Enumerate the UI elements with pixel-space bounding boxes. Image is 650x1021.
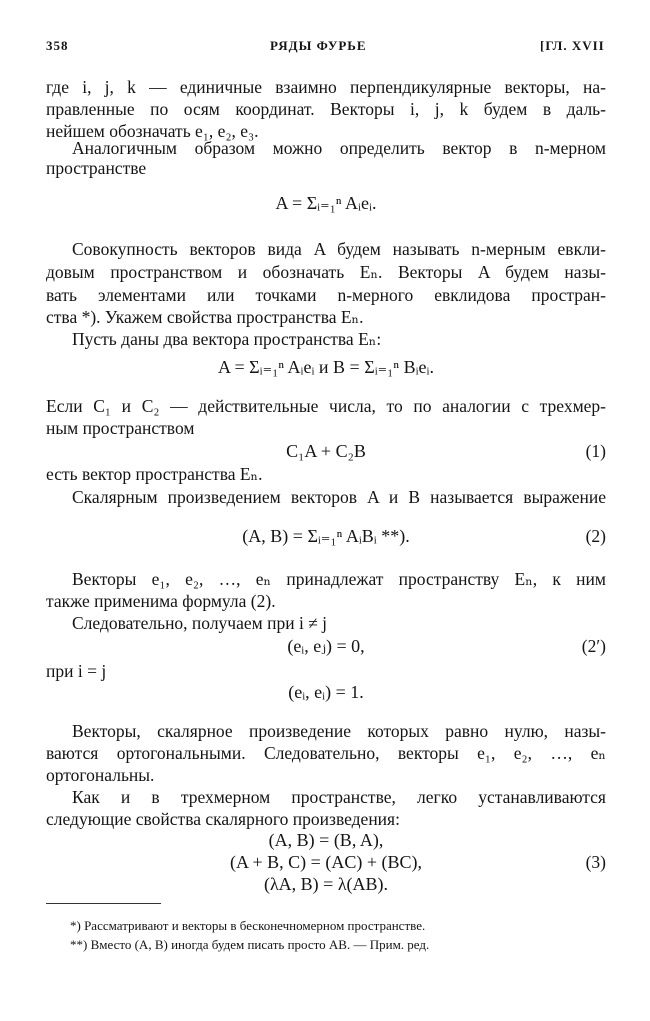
chapter-label: [ГЛ. XVII bbox=[540, 38, 605, 53]
paragraph-line: нейшем обозначать e₁, e₂, e₃. bbox=[46, 121, 259, 141]
equation-property-symmetry: (A, B) = (B, A), bbox=[268, 830, 384, 850]
paragraph-line: Совокупность векторов вида A будем называть n-мерным евкли- bbox=[72, 239, 606, 259]
paragraph-line: где i, j, k — единичные взаимно перпендикулярные векторы, на- bbox=[46, 77, 606, 97]
paragraph-line: пространстве bbox=[46, 158, 147, 178]
paragraph-line: ства *). Укажем свойства пространства Eₙ. bbox=[46, 307, 364, 327]
paragraph-line: Следовательно, получаем при i ≠ j bbox=[72, 613, 328, 633]
paragraph-line: также применима формула (2). bbox=[46, 591, 276, 611]
paragraph-line: довым пространством и обозначать Eₙ. Векторы A будем назы- bbox=[46, 262, 606, 282]
paragraph-line: следующие свойства скалярного произведения: bbox=[46, 809, 400, 829]
paragraph-line: Если C₁ и C₂ — действительные числа, то по аналогии с трехмер- bbox=[46, 396, 606, 416]
footnote-divider bbox=[46, 903, 161, 904]
paragraph-line: при i = j bbox=[46, 661, 107, 681]
paragraph-line: Скалярным произведением векторов A и B называется выражение bbox=[72, 487, 606, 507]
equation-scalar-product: (A, B) = Σᵢ₌₁ⁿ AᵢBᵢ **). bbox=[242, 526, 410, 546]
equation-number: (2′) bbox=[581, 636, 606, 656]
paragraph-line: Пусть даны два вектора пространства Eₙ: bbox=[72, 329, 382, 349]
paragraph-line: Как и в трехмерном пространстве, легко устанавливаются bbox=[72, 787, 606, 807]
page-number: 358 bbox=[46, 38, 69, 53]
paragraph-line: правленные по осям координат. Векторы i, j, k будем в даль- bbox=[46, 99, 606, 119]
equation-property-scalar: (λA, B) = λ(AB). bbox=[263, 874, 389, 894]
equation-number: (2) bbox=[585, 526, 606, 546]
equation-unit-norm: (eᵢ, eᵢ) = 1. bbox=[288, 682, 364, 702]
equation-linear-combination: C₁A + C₂B bbox=[286, 441, 366, 461]
paragraph-line: ным пространством bbox=[46, 418, 195, 438]
footnote: *) Рассматривают и векторы в бесконечномерном пространстве. bbox=[70, 918, 426, 933]
running-title: РЯДЫ ФУРЬЕ bbox=[270, 38, 367, 53]
footnote: **) Вместо (A, B) иногда будем писать просто AB. — Прим. ред. bbox=[70, 937, 430, 952]
equation-orthogonal-zero: (eᵢ, eⱼ) = 0, bbox=[287, 636, 365, 656]
equation-property-distributive: (A + B, C) = (AC) + (BC), bbox=[230, 852, 422, 872]
paragraph-line: есть вектор пространства Eₙ. bbox=[46, 464, 263, 484]
equation-number: (3) bbox=[585, 852, 606, 872]
equation-number: (1) bbox=[585, 441, 606, 461]
paragraph-line: Векторы, скалярное произведение которых равно нулю, назы- bbox=[72, 721, 606, 741]
paragraph-line: Аналогичным образом можно определить вектор в n-мерном bbox=[72, 138, 606, 158]
equation-vector-a: A = Σᵢ₌₁ⁿ Aᵢeᵢ. bbox=[275, 193, 377, 213]
paragraph-line: вать элементами или точками n-мерного евклидова простран- bbox=[46, 285, 606, 305]
paragraph-line: ортогональны. bbox=[46, 765, 155, 785]
equation-vectors-a-b: A = Σᵢ₌₁ⁿ Aᵢeᵢ и B = Σᵢ₌₁ⁿ Bᵢeᵢ. bbox=[218, 357, 434, 377]
paragraph-line: ваются ортогональными. Следовательно, векторы e₁, e₂, …, eₙ bbox=[46, 743, 606, 763]
paragraph-line: Векторы e₁, e₂, …, eₙ принадлежат пространству Eₙ, к ним bbox=[72, 569, 606, 589]
